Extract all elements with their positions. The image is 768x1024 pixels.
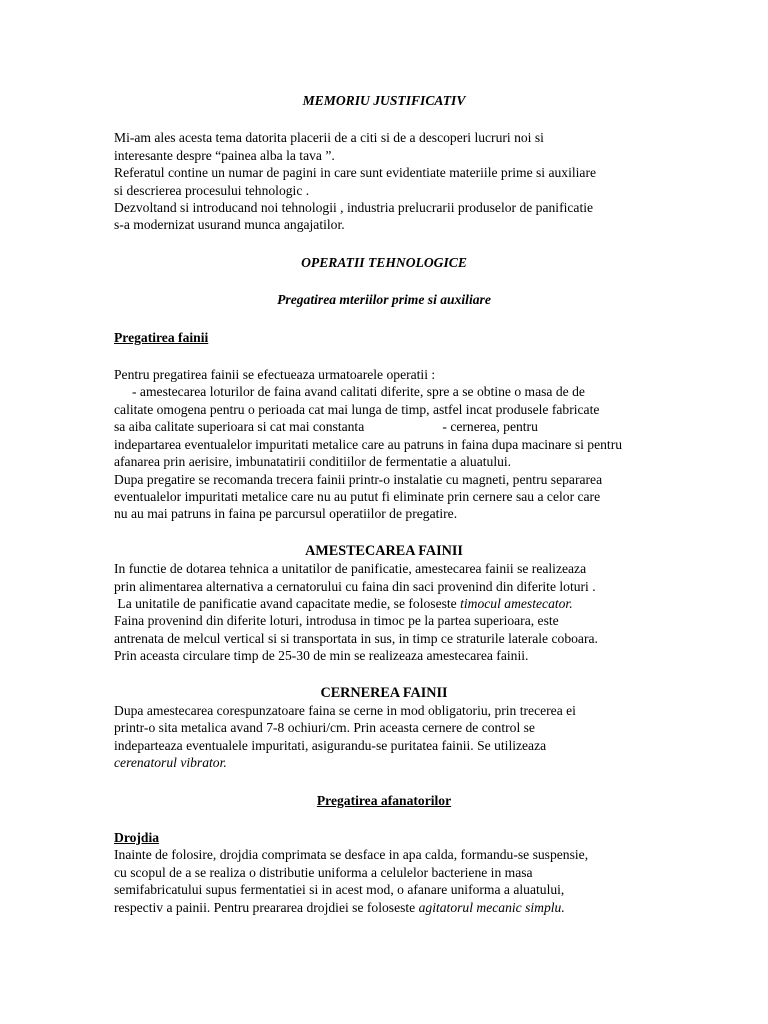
faina-line: afanarea prin aerisire, imbunatatirii conditiilor de fermentatie a aluatului. bbox=[114, 454, 512, 470]
faina-line: calitate omogena pentru o perioada cat mai lunga de timp, astfel incat produsele fabricate bbox=[114, 401, 600, 417]
section-heading-operatii: OPERATII TEHNOLOGICE bbox=[301, 254, 467, 270]
drojdia-line: semifabricatului supus fermentatiei si in acest mod, o afanare uniforma a aluatului, bbox=[114, 882, 565, 898]
faina-line: nu au mai patruns in faina pe parcursul operatiilor de pregatire. bbox=[114, 506, 458, 522]
document-page bbox=[114, 88, 654, 916]
section-heading-pregatirea-fainii: Pregatirea fainii bbox=[114, 329, 209, 345]
faina-line: sa aiba calitate superioara si cat mai constanta - cernerea, pentru bbox=[114, 419, 538, 435]
faina-line: Dupa pregatire se recomanda trecera fainii printr-o instalatie cu magneti, pentru separarea bbox=[114, 471, 603, 487]
drojdia-line bbox=[114, 899, 654, 916]
amestecarea-line: antrenata de melcul vertical si si transportata in sus, in timp ce straturile laterale coboara. bbox=[114, 630, 598, 646]
cernerea-term: cerenatorul vibrator. bbox=[114, 755, 227, 771]
faina-paragraph bbox=[114, 366, 654, 523]
section-heading-amestecarea: AMESTECAREA FAINII bbox=[305, 542, 463, 559]
intro-line: interesante despre “painea alba la tava ”. bbox=[114, 147, 335, 163]
cernerea-line: Dupa amestecarea corespunzatoare faina se cerne in mod obligatoriu, prin trecerea ei bbox=[114, 702, 576, 718]
amestecarea-paragraph bbox=[114, 560, 654, 664]
amestecarea-line bbox=[114, 595, 654, 612]
amestecarea-line: In functie de dotarea tehnica a unitatilor de panificatie, amestecarea fainii se realizeaza bbox=[114, 561, 587, 577]
intro-paragraph bbox=[114, 129, 654, 233]
faina-line: indepartarea eventualelor impuritati metalice care au patruns in faina dupa macinare si pentru bbox=[114, 436, 623, 452]
amestecarea-line: Prin aceasta circulare timp de 25-30 de min se realizeaza amestecarea fainii. bbox=[114, 648, 529, 664]
document-title: MEMORIU JUSTIFICATIV bbox=[302, 93, 466, 108]
intro-line: Mi-am ales acesta tema datorita placerii de a citi si de a descoperi lucruri noi si bbox=[114, 130, 544, 146]
amestecarea-term: timocul amestecator. bbox=[460, 595, 573, 611]
section-heading-cernerea: CERNEREA FAINII bbox=[320, 684, 448, 701]
intro-line: si descrierea procesului tehnologic . bbox=[114, 182, 310, 198]
amestecarea-text: La unitatile de panificatie avand capacitate medie, se foloseste bbox=[114, 595, 461, 611]
intro-line: Dezvoltand si introducand noi tehnologii , industria prelucrarii produselor de panificatie bbox=[114, 200, 594, 216]
drojdia-line: cu scopul de a se realiza o distributie uniforma a celulelor bacteriene in masa bbox=[114, 864, 533, 880]
intro-line: s-a modernizat usurand munca angajatilor. bbox=[114, 217, 345, 233]
drojdia-paragraph bbox=[114, 846, 654, 916]
section-heading-drojdia: Drojdia bbox=[114, 830, 160, 845]
amestecarea-line: prin alimentarea alternativa a cernatorului cu faina din saci provenind din diferite loturi . bbox=[114, 578, 596, 594]
amestecarea-line: Faina provenind din diferite loturi, introdusa in timoc pe la partea superioara, este bbox=[114, 613, 559, 629]
drojdia-line: Inainte de folosire, drojdia comprimata se desface in apa calda, formandu-se suspensie, bbox=[114, 847, 589, 863]
drojdia-term: agitatorul mecanic simplu. bbox=[418, 899, 565, 915]
cernerea-line: printr-o sita metalica avand 7-8 ochiuri/cm. Prin aceasta cernere de control se bbox=[114, 720, 535, 736]
cernerea-line: indeparteaza eventualele impuritati, asigurandu-se puritatea fainii. Se utilizeaza bbox=[114, 737, 547, 753]
faina-line: Pentru pregatirea fainii se efectueaza urmatoarele operatii : bbox=[114, 367, 436, 383]
section-heading-pregatirea-materiilor: Pregatirea mteriilor prime si auxiliare bbox=[277, 292, 491, 308]
cernerea-paragraph bbox=[114, 702, 654, 772]
drojdia-text: respectiv a painii. Pentru preararea drojdiei se foloseste bbox=[114, 899, 419, 915]
intro-line: Referatul contine un numar de pagini in care sunt evidentiate materiile prime si auxiliare bbox=[114, 165, 597, 181]
cernerea-line bbox=[114, 754, 654, 771]
section-heading-afanatori: Pregatirea afanatorilor bbox=[316, 792, 452, 808]
faina-line: eventualelor impuritati metalice care nu au putut fi eliminate prin cernere sau a celor care bbox=[114, 488, 601, 504]
faina-line: - amestecarea loturilor de faina avand calitati diferite, spre a se obtine o masa de de bbox=[132, 384, 585, 400]
